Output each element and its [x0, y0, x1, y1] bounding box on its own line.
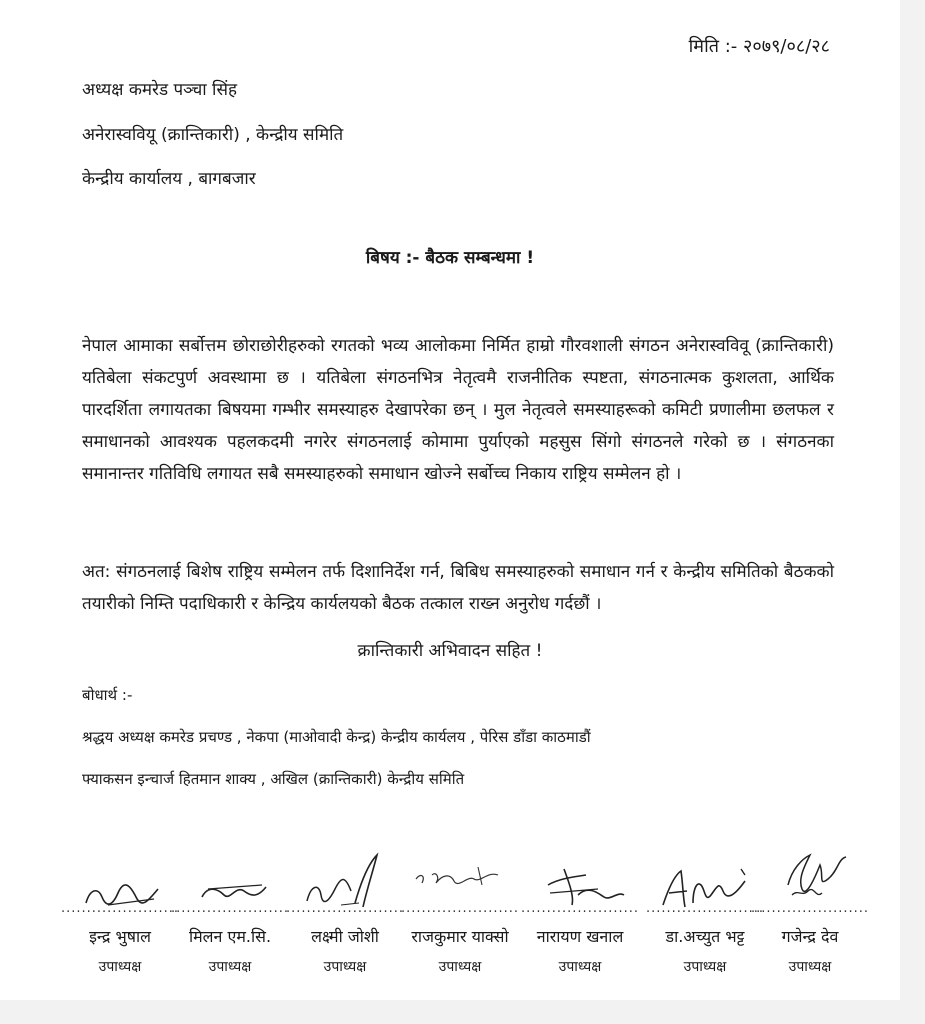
signature-line: ....................... [520, 901, 640, 916]
signatory-name: लक्ष्मी जोशी [311, 927, 379, 946]
cc-item-2: फ्याकसन इन्चार्ज हितमान शाक्य , अखिल (क्रान्तिकारी) केन्द्रीय समिति [82, 770, 465, 788]
letter-subject: बिषय :- बैठक सम्बन्धमा ! [365, 248, 535, 268]
signatory-role: उपाध्यक्ष [788, 959, 832, 975]
body-paragraph-1: नेपाल आमाका सर्बोत्तम छोराछोरीहरुको रगतको भव्य आलोकमा निर्मित हाम्रो गौरवशाली संगठन अनेरास्वविवू (क्रान्तिकारी) यतिबेला संकटपुर्ण अवस्थामा छ । यतिबेला संगठनभित्र नेतृत्वमै राजनीतिक स्पष्टता, संगठनात्मक कुशलता, आर्थिक पारदर्शिता लगायतका बिषयमा गम्भीर समस्याहरु देखापरेका छन् । मुल नेतृत्वले समस्याहरूको कमिटी प्रणालीमा छलफल र समाधानको आवश्यक पहलकदमी नगरेर संगठनलाई कोमामा पुर्याएको महसुस सिंगो संगठनले गरेको छ । संगठनका समानान्तर गतिविधि लगायत सबै समस्याहरुको समाधान खोज्ने सर्बोच्च निकाय राष्ट्रिय सम्मेलन हो । [82, 336, 834, 484]
cc-item-1: श्रद्धय अध्यक्ष कमरेड प्रचण्ड , नेकपा (माओवादी केन्द्र) केन्द्रीय कार्यलय , पेरिस डाँडा काठमाडौं [82, 728, 591, 746]
signatory-role: उपाध्यक्ष [323, 959, 367, 975]
body-paragraph-2: अत: संगठनलाई बिशेष राष्ट्रिय सम्मेलन तर्फ दिशानिर्देश गर्न, बिबिध समस्याहरुको समाधान गर्न र केन्द्रीय समितिको बैठकको तयारीको निम्ति पदाधिकारी र केन्द्रिय कार्यलयको बैठक तत्काल राख्न अनुरोध गर्दछौं । [82, 562, 834, 614]
signatory-role: उपाध्यक्ष [683, 959, 727, 975]
signature-line: ....................... [645, 901, 765, 916]
signatory-5 [520, 845, 640, 985]
signatory-role: उपाध्यक्ष [98, 959, 142, 975]
letter-date: मिति :- २०७९/०८/२८ [688, 36, 830, 57]
recipient-line-2: अनेरास्ववियू (क्रान्तिकारी) , केन्द्रीय समिति [82, 125, 344, 145]
signatory-name: नारायण खनाल [536, 927, 624, 946]
signature-line: ....................... [285, 901, 405, 916]
signatory-name: डा.अच्युत भट्ट [665, 927, 745, 946]
signatory-2 [170, 845, 290, 985]
signatory-role: उपाध्यक्ष [208, 959, 252, 975]
recipient-line-3: केन्द्रीय कार्यालय , बागबजार [82, 169, 256, 189]
signatory-7 [750, 845, 870, 985]
signature-line: ....................... [60, 901, 180, 916]
signatory-name: इन्द्र भुषाल [89, 927, 151, 946]
cc-label: बोधार्थ :- [82, 686, 133, 704]
signatory-3 [285, 845, 405, 985]
signature-line: ....................... [750, 901, 870, 916]
signature-line: ....................... [170, 901, 290, 916]
closing-greeting: क्रान्तिकारी अभिवादन सहित ! [357, 641, 543, 661]
signature-line: ....................... [400, 901, 520, 916]
signatory-name: मिलन एम.सि. [188, 927, 272, 946]
signatory-role: उपाध्यक्ष [438, 959, 482, 975]
signatory-name: गजेन्द्र देव [781, 927, 839, 946]
signatories-block [60, 845, 870, 985]
signatory-name: राजकुमार याक्सो [411, 927, 509, 946]
signatory-4 [400, 845, 520, 985]
recipient-line-1: अध्यक्ष कमरेड पञ्चा सिंह [82, 80, 237, 100]
signatory-role: उपाध्यक्ष [558, 959, 602, 975]
